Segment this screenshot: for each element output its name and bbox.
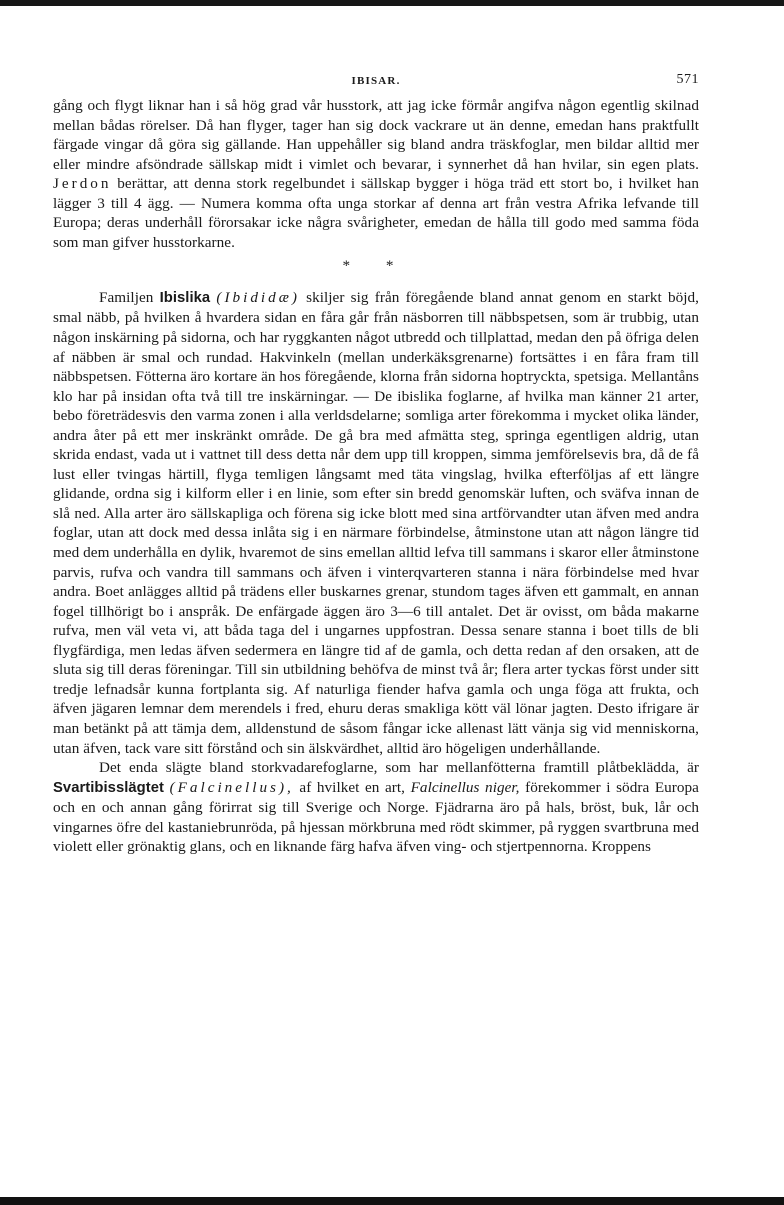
text-run: af hvilket en art,: [293, 778, 411, 796]
text-run: Det enda slägte bland storkvadarefoglarne, som har mellanfötterna framtill plåtbeklädda, är: [99, 759, 699, 777]
paragraph-stork-behaviour: [53, 96, 699, 252]
text-run: skiljer sig från föregående bland annat genom en starkt böjd, smal näbb, på hvilken å hvardera sidan en fåra går från näsborren till näbbspetsen, som är trubbig, utan någon inskärning på sidorna, och har ryggkanten något utbredd och tillplattad, medan den på öfriga delen af näbben är smal och rundad. Hakvinkeln (mellan underkäksgrenarne) fortsättes i en fåra fram till näbbspetsen. Fötterna äro kortare än hos föregående, klorna från sidorna hoptryckta, spetsiga. Mellantåns klo har på insidan ofta två till tre inskärningar. — De ibislika foglarne, af hvilka man känner 21 arter, bebo företrädesvis den varma zonen i alla verldsdelarne; somliga arter förekomma i mycket olika länder, andra åter på ett mer inskränkt område. De gå bra med afmätta steg, springa egentligen aldrig, utan skrida endast, vada ut i vattnet till dess detta når dem upp till kroppen, simma jemförelsevis bra, då de få lust eller tvingas härtill, flyga temligen långsamt med täta vingslag, hvilka efterföljas af ett längre glidande, ordna sig i kilform eller i en linie, som efter sin bredd genomskär luften, och sväfva innan de slå ned. Alla arter äro sällskapliga och förena sig icke blott med sina artförvandter utan äfven med andra foglar, utan att dock med dessa inlåta sig i en närmare förbindelse, åtminstone utan att någon längre tid med dem underhålla en dylik, hvaremot de sins emellan alltid lefva till sammans i skaror eller åtminstone parvis, rufva och vandra till sammans och äfven i vinterqvarteren stanna i nära förbindelse med hvar andra. Boet anlägges alltid på trädens eller buskarnes grenar, stundom tages äfven ett gammalt, en annan fogel tillhörigt bo i anspråk. De enfärgade äggen äro 3—6 till antalet. Det är ovisst, om båda makarne rufva, men väl veta vi, att båda taga del i ungarnes uppfostran. Dessa senare stanna i boet tills de bli flygfärdiga, men ledas äfven sedermera en längre tid af de gamla, och detta redan af den orsaken, att de sluta sig till deras föreningar. Till sin utbildning behöfva de minst två år; flera arter tyckas först under sitt tredje lefnadsår kunna fortplanta sig. Af naturliga fiender hafva gamla och unga föga att frukta, och äfven jägaren lemnar dem merendels i fred, ehuru deras smakliga kött väl lönar jagten. Desto ifrigare är man betänkt på att tämja dem, alldenstund de såsom fångar icke allenast lätt vänja sig vid menniskorna, utan äfven, tack vare sitt förstånd och sin älskvärdhet, alltid äro högeligen underhållande.: [53, 288, 700, 757]
family-latin-name: (Ibididæ): [216, 288, 300, 306]
running-title: IBISAR.: [351, 75, 401, 87]
text-run: förekommer i södra Europa och en och annan gång förirrat sig till Sverige och Norge. Fjädrarna äro på hals, bröst, buk, lår och vingarnes öfre del kastaniebrunröda, på hjessan mörkbruna med rödt skimmer, på ryggen svartbruna med violett eller grönaktig glans, och en liknande färg hafva äfven ving- och stjertpennorna. Kroppens: [53, 778, 699, 856]
author-name: Jerdon: [53, 175, 112, 193]
family-name: Ibislika: [159, 289, 211, 306]
genus-latin-name: (Falcinellus),: [169, 778, 294, 796]
scan-edge-bottom: [0, 1197, 784, 1205]
genus-name: Svartibisslägtet: [53, 779, 164, 796]
species-name: Falcinellus niger,: [410, 778, 520, 796]
text-run: berättar, att denna stork regelbundet i sällskap bygger i höga träd ett stort bo, i hvilket han lägger 3 till 4 ägg. — Numera komma ofta unga storkar af denna art från vestra Afrika lefvande till Europa; deras underhåll förorsakar icke några svårigheter, emedan de hålla till godo med samma föda som man gifver husstorkarne.: [53, 175, 699, 251]
page-header: [53, 66, 699, 96]
book-page: [53, 66, 699, 857]
scan-edge-top: [0, 0, 784, 6]
page-number: 571: [676, 72, 699, 87]
text-run: Familjen: [99, 288, 160, 306]
paragraph-ibis-family: [53, 288, 699, 758]
text-run: gång och flygt liknar han i så hög grad vår husstork, att jag icke förmår angifva någon egentlig skilnad mellan bådas rörelser. Då han flyger, tager han sig dock vackrare ut än denne, emedan hans praktfullt färgade vingar då göra sig gällande. Han uppehåller sig bland andra träskfoglar, men bildar alltid mer eller mindre afsöndrade sällskap midt i vimlet och bevarar, i synnerhet då han hvilar, sin egen plats.: [53, 97, 699, 173]
paragraph-falcinellus: [53, 758, 699, 857]
section-separator: * *: [342, 257, 410, 275]
